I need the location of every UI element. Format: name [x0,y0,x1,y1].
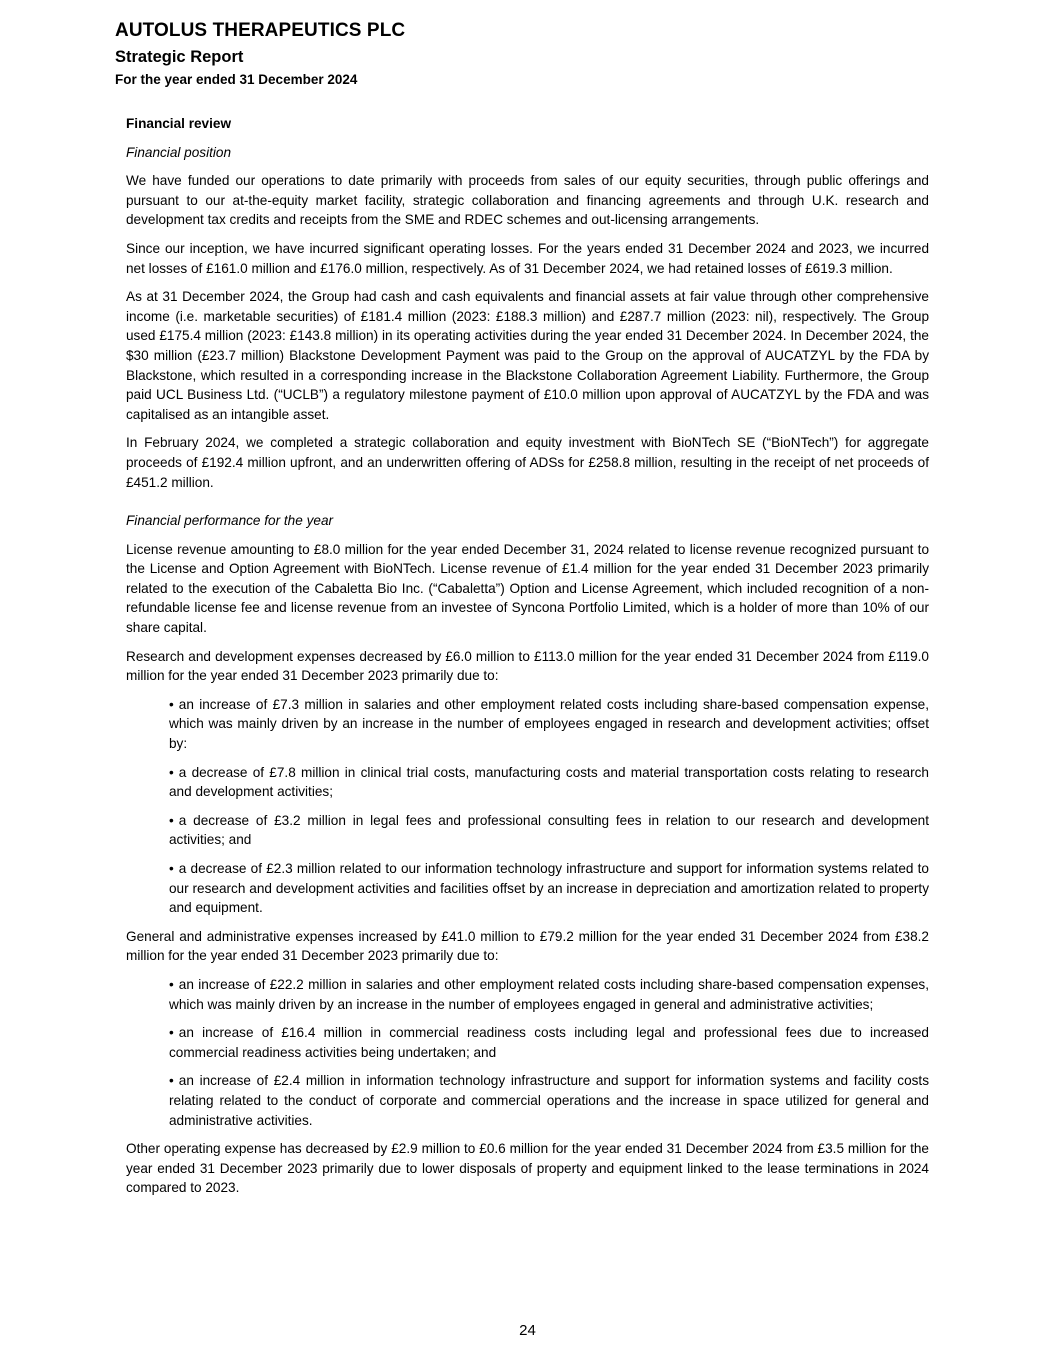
list-item-text: a decrease of £2.3 million related to our information technology infrastructure and support for information systems related to our research and development activities and facilities offset by an increase in depreciation and amortization related to property and equipment. [169,861,929,916]
paragraph-ga-expenses: General and administrative expenses increased by £41.0 million to £79.2 million for the year ended 31 December 2024 from £38.2 million for the year ended 31 December 2023 primarily due to: [126,928,929,964]
bullet-icon: • [169,1025,174,1041]
report-title: Strategic Report [115,48,244,66]
bullet-icon: • [169,812,174,828]
list-item [169,1023,929,1062]
list-item [169,975,929,1014]
list-item [169,1071,929,1130]
list-item-text: an increase of £2.4 million in information technology infrastructure and support for information systems and facility costs relating related to the conduct of corporate and commercial operations and the increase in space utilized for general and administrative activities. [169,1073,929,1128]
subheading-financial-performance: Financial performance for the year [126,513,334,529]
page-number: 24 [519,1322,536,1339]
list-item [169,695,929,754]
list-item-text: a decrease of £7.8 million in clinical trial costs, manufacturing costs and material transportation costs relating to research and development activities; [169,764,929,800]
list-item [169,811,929,850]
subheading-financial-position: Financial position [126,144,232,160]
paragraph-biontech-collaboration: In February 2024, we completed a strategic collaboration and equity investment with BioNTech SE (“BioNTech”) for aggregate proceeds of £192.4 million upfront, and an underwritten offering of ADSs for £258.8 million, resulting in the receipt of net proceeds of £451.2 million. [126,435,929,490]
paragraph-operating-losses: Since our inception, we have incurred significant operating losses. For the years ended 31 December 2024 and 2023, we incurred net losses of £161.0 million and £176.0 million, respectively. As of 31 December 2024, we had retained losses of £619.3 million. [126,240,929,276]
rd-bullet-list [126,695,929,918]
paragraph-cash-position: As at 31 December 2024, the Group had cash and cash equivalents and financial assets at fair value through other comprehensive income (i.e. marketable securities) of £181.4 million (2023: £188.3 million) and £287.7 million (2023: nil), respectively. The Group used £175.4 million (2023: £143.8 million) in its operating activities during the year ended 31 December 2024. In December 2024, the $30 million (£23.7 million) Blackstone Development Payment was paid to the Group on the approval of AUCATZYL by the FDA by Blackstone, which resulted in a corresponding increase in the Blackstone Collaboration Agreement Liability. Furthermore, the Group paid UCL Business Ltd. (“UCLB”) a regulatory milestone payment of £10.0 million upon approval of AUCATZYL by the FDA and was capitalised as an intangible asset. [126,289,929,422]
bullet-icon: • [169,696,174,712]
report-period: For the year ended 31 December 2024 [115,72,358,87]
bullet-icon: • [169,861,174,876]
paragraph-other-operating-expense: Other operating expense has decreased by £2.9 million to £0.6 million for the year ended 31 December 2024 from £3.5 million for the year ended 31 December 2023 primarily due to lower disposals of property and equipment linked to the lease terminations in 2024 compared to 2023. [126,1141,929,1196]
paragraph-rd-expenses: Research and development expenses decreased by £6.0 million to £113.0 million for the year ended 31 December 2024 from £119.0 million for the year ended 31 December 2023 primarily due to: [126,648,929,684]
paragraph-license-revenue: License revenue amounting to £8.0 million for the year ended December 31, 2024 related to license revenue recognized pursuant to the License and Option Agreement with BioNTech. License revenue of £1.4 million for the year ended 31 December 2023 primarily related to the execution of the Cabaletta Bio Inc. (“Cabaletta”) Option and License Agreement, which included recognition of a non-refundable license fee and license revenue from an investee of Syncona Portfolio Limited, which is a holder of more than 10% of our share capital. [126,541,929,636]
bullet-icon: • [169,764,174,780]
bullet-icon: • [169,976,174,992]
section-heading: Financial review [126,116,232,131]
list-item [169,763,929,802]
paragraph-funding: We have funded our operations to date primarily with proceeds from sales of our equity securities, through public offerings and pursuant to our at-the-equity market facility, strategic collaboration and financing agreements and through U.K. research and development tax credits and receipts from the SME and RDEC schemes and out-licensing arrangements. [126,173,929,228]
bullet-icon: • [169,1073,174,1089]
list-item-text: an increase of £16.4 million in commercial readiness costs including legal and professional fees due to increased commercial readiness activities being undertaken; and [169,1025,929,1060]
list-item [169,859,929,918]
financial-review-section [126,114,929,1207]
list-item-text: a decrease of £3.2 million in legal fees and professional consulting fees in relation to our research and development activities; and [169,812,929,848]
list-item-text: an increase of £7.3 million in salaries and other employment related costs including share-based compensation expense, which was mainly driven by an increase in the number of employees engaged in research and development activities; offset by: [169,696,929,752]
ga-bullet-list [126,975,929,1130]
list-item-text: an increase of £22.2 million in salaries and other employment related costs including share-based compensation expenses, which was mainly driven by an increase in the number of employees engaged in general and administrative activities; [169,976,929,1012]
company-name: AUTOLUS THERAPEUTICS PLC [115,20,406,41]
